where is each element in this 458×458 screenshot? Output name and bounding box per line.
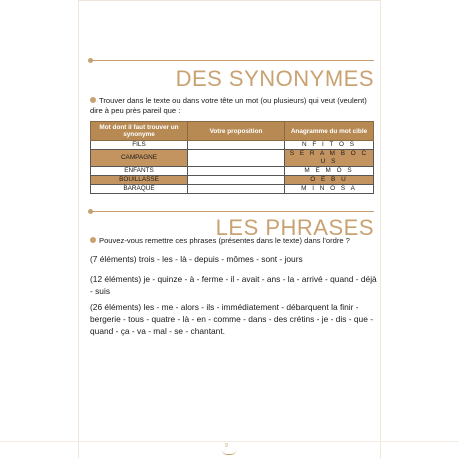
table-row — [91, 141, 374, 150]
table-row — [91, 185, 374, 194]
table-cell-proposal-input[interactable] — [188, 167, 285, 176]
table-cell-word: CAMPAGNE — [91, 150, 188, 167]
table-cell-anagram: O E B U — [285, 176, 374, 185]
table-cell-word: FILS — [91, 141, 188, 150]
bullet-icon — [90, 97, 96, 103]
page-frame-bottom — [0, 441, 458, 442]
table-header-proposal: Votre proposition — [188, 122, 285, 141]
table-header-anagram: Anagramme du mot cible — [285, 122, 374, 141]
phrases-header — [90, 211, 374, 239]
table-cell-proposal-input[interactable] — [188, 141, 285, 150]
table-header-row — [91, 122, 374, 141]
phrases-instruction-text: Pouvez-vous remettre ces phrases (présentes dans le texte) dans l'ordre ? — [99, 236, 350, 245]
bullet-icon — [90, 237, 96, 243]
synonymes-instruction-text: Trouver dans le texte ou dans votre tête un mot (ou plusieurs) qui veut (veulent) dire à peu près pareil que : — [90, 96, 367, 115]
phrases-instruction — [90, 236, 376, 246]
page-frame-right — [380, 0, 381, 458]
table-cell-proposal-input[interactable] — [188, 185, 285, 194]
table-cell-anagram: S E R A M B O C U S — [285, 150, 374, 167]
phrase-item: (12 éléments) je - quinze - à - ferme - il - avait - ans - la - arrivé - quand - déjà - suis — [90, 274, 377, 296]
table-row — [91, 176, 374, 185]
page-frame-top — [78, 0, 380, 1]
section-rule — [90, 211, 374, 212]
page-number: 9 — [225, 443, 228, 449]
footer-ornament — [222, 450, 236, 455]
table-row — [91, 167, 374, 176]
table-cell-anagram: M I N O S A — [285, 185, 374, 194]
table-row — [91, 150, 374, 167]
table-cell-proposal-input[interactable] — [188, 150, 285, 167]
table-header-word: Mot dont il faut trouver un synonyme — [91, 122, 188, 141]
table-cell-anagram: M E M Ô S — [285, 167, 374, 176]
synonymes-instruction — [90, 96, 376, 116]
phrase-item: (7 éléments) trois - les - là - depuis - mômes - sont - jours — [90, 254, 303, 264]
table-cell-anagram: N F I T O S — [285, 141, 374, 150]
phrase-item: (26 éléments) les - me - alors - ils - immédiatement - débarquent la finir - bergerie - tous - quatre - là - en - comme - dans - des crétins - je - dis - que - quand - ça - va - mal - se - chantant. — [90, 302, 373, 336]
table-cell-word: ENFANTS — [91, 167, 188, 176]
table-cell-proposal-input[interactable] — [188, 176, 285, 185]
section-rule — [90, 60, 374, 61]
synonymes-title: DES SYNONYMES — [175, 66, 374, 91]
page-frame-left — [78, 0, 79, 458]
synonymes-table — [90, 121, 374, 194]
synonymes-header — [90, 60, 374, 91]
phrases-title: LES PHRASES — [215, 215, 374, 240]
table-cell-word: BOUILLASSE — [91, 176, 188, 185]
table-cell-word: BARAQUE — [91, 185, 188, 194]
